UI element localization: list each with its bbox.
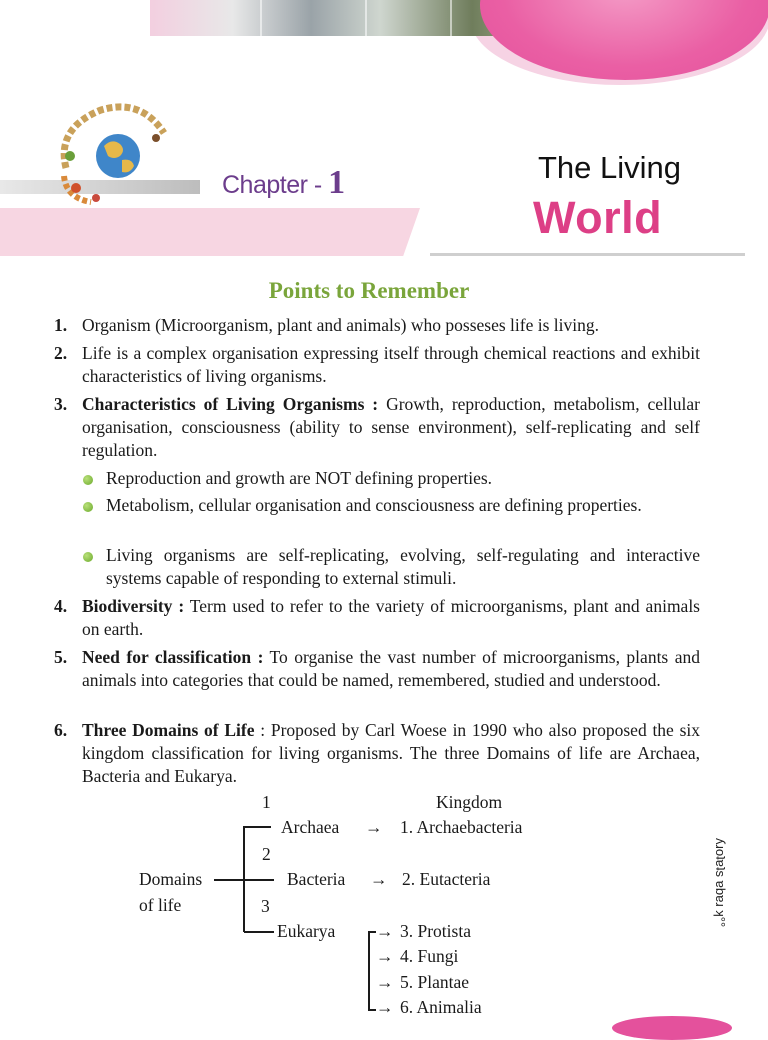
point-number: 1. [54,315,68,335]
bullet-item [106,494,700,517]
chapter-text: Chapter - [222,171,329,199]
chapter-label [222,164,345,202]
point-number: 5. [54,647,68,667]
kingdom-label: 6. Animalia [400,997,482,1017]
point-item [54,393,700,462]
strip-divider [450,0,452,36]
section-heading: Points to Remember [268,278,470,303]
diagram-root: Domains [139,869,203,889]
strip-divider [260,0,262,36]
arrow-icon: → [376,921,394,941]
domain-number: 1 [262,792,271,812]
arrow-icon: → [376,972,394,992]
point-text: Growth, reproduction, metabolism, cellular organisation, consciousness (ability to sense environment), self-replicating and self regulation. [82,394,700,460]
point-item [54,719,701,788]
title-rule [430,253,745,256]
kingdom-header: Kingdom [436,792,503,812]
kingdom-label: 2. Eutacteria [402,869,491,889]
chapter-number: 1 [328,164,345,201]
arrow-icon: → [376,997,394,1017]
point-bold: Need for classification : [82,647,264,667]
chapter-band [0,208,420,256]
point-text: Life is a complex organisation expressing itself through chemical reactions and exhibit characteristics of living organisms. [82,343,700,386]
bullet-icon [83,502,93,512]
arrow-icon: → [365,817,383,837]
bullet-icon [83,475,93,485]
point-item [54,595,700,641]
kingdom-label: 1. Archaebacteria [400,817,523,837]
connector-line [214,879,244,881]
domain-label: Archaea [281,817,340,837]
domain-number: 3 [261,896,270,916]
point-number: 6. [54,720,68,740]
footer-pink-shape [612,1016,732,1040]
point-bold: Characteristics of Living Organisms : [82,394,379,414]
kingdom-label: 5. Plantae [400,972,470,992]
point-number: 4. [54,596,68,616]
chapter-title-line1: The Living [538,150,682,185]
diagram-root-line2: of life [139,895,182,915]
side-margin-text [706,838,732,978]
kingdom-label: 3. Protista [400,921,471,941]
connector-line [244,879,274,881]
point-number: 2. [54,343,68,363]
bullet-text: Living organisms are self-replicating, evolving, self-regulating and interactive systems capable of responding to external stimuli. [106,545,700,588]
connector-line [244,931,274,933]
point-bold: Biodiversity : [82,596,185,616]
point-item [54,314,700,337]
bullet-item [106,544,700,590]
header-pink-circle [480,0,768,80]
bullet-text: Reproduction and growth are NOT defining properties. [106,468,493,488]
point-text: To organise the vast number of microorganisms, plants and animals into categories that could be named, remembered, studied and understood. [82,647,700,690]
domain-label: Bacteria [287,869,346,889]
bullet-icon [83,552,93,562]
point-number: 3. [54,394,68,414]
strip-divider [365,0,367,36]
arrow-icon: → [370,869,388,889]
domain-number: 2 [262,844,271,864]
domain-label: Eukarya [277,921,336,941]
bullet-text: Metabolism, cellular organisation and consciousness are defining properties. [106,495,642,515]
connector-line [368,1009,376,1011]
bullet-item [106,467,700,490]
connector-line [368,931,376,933]
connector-line [244,826,271,828]
point-text: Organism (Microorganism, plant and animals) who posseses life is living. [82,315,599,335]
connector-line [368,931,370,1011]
arrow-icon: → [376,946,394,966]
point-text: Term used to refer to the variety of microorganisms, plant and animals on earth. [82,596,700,639]
point-bold: Three Domains of Life [82,720,255,740]
side-margin-label: ʎɹoʇɐʇs ɐbɐɹ ʞ°° [713,838,728,928]
chapter-title-line2: World [533,192,663,243]
point-item [54,342,700,388]
globe-illustration [46,98,176,210]
point-text: : Proposed by Carl Woese in 1990 who also proposed the six kingdom classification for living organisms. The three Domains of life are Archaea, Bacteria and Eukarya. [82,720,701,786]
kingdom-label: 4. Fungi [400,946,459,966]
point-item [54,646,700,692]
